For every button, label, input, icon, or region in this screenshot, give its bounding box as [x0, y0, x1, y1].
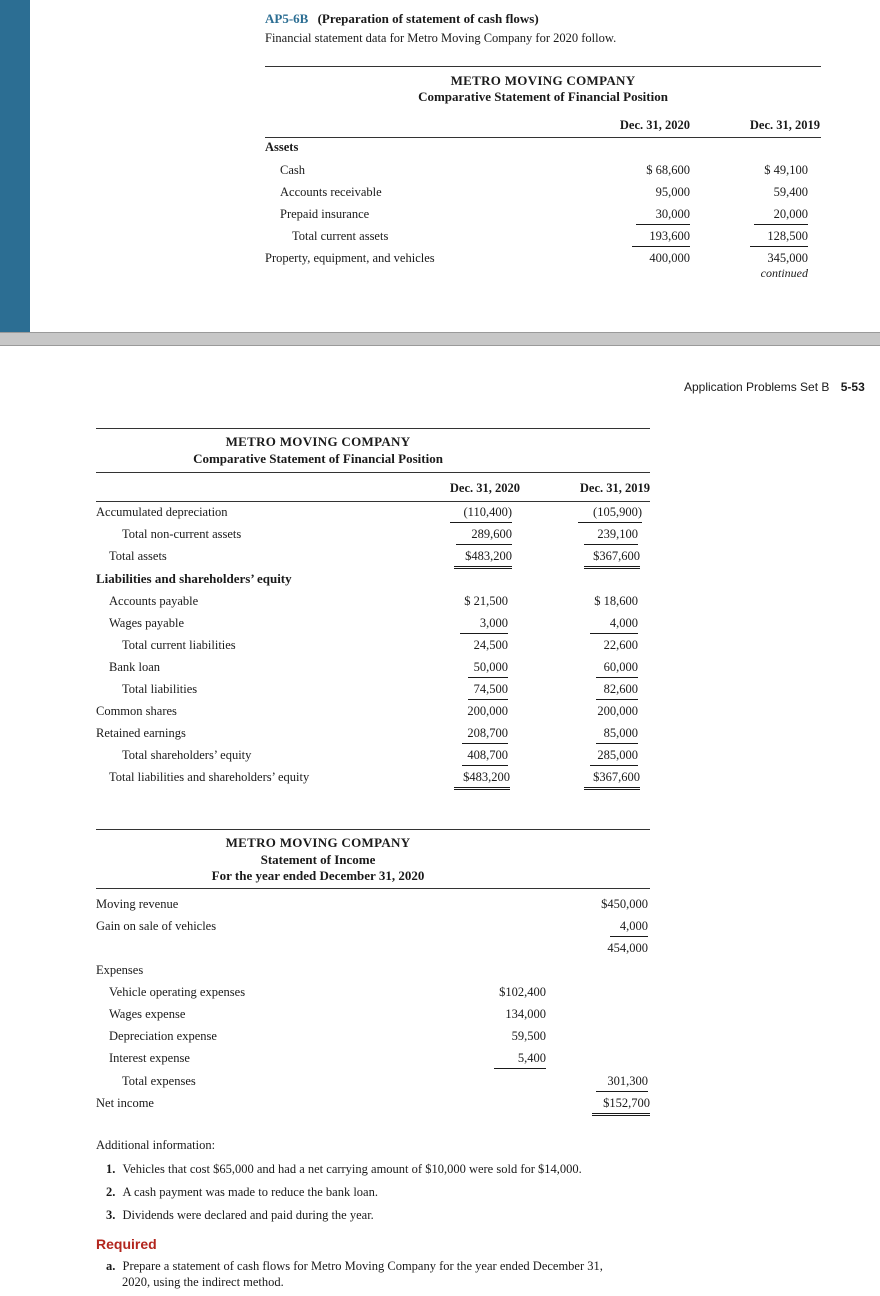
value-2020: 289,600 — [456, 527, 512, 545]
value-2020: 95,000 — [655, 185, 690, 199]
value-2020: 208,700 — [462, 726, 508, 744]
expense-label: Vehicle operating expenses — [109, 985, 246, 999]
row-label: Total current assets — [292, 229, 389, 243]
sfp-column-header-2019: Dec. 31, 2019 — [579, 481, 650, 495]
assets-heading: Assets — [265, 140, 299, 154]
additional-number: 2. — [106, 1185, 116, 1199]
company-name: METRO MOVING COMPANY — [450, 73, 636, 88]
value-2019: $367,600 — [584, 549, 640, 569]
row-label: Prepaid insurance — [280, 207, 370, 221]
row-label: Accounts payable — [109, 594, 199, 608]
additional-text: A cash payment was made to reduce the bank loan. — [122, 1185, 378, 1199]
value-2019: $ 49,100 — [764, 163, 808, 177]
value-2019: 59,400 — [773, 185, 808, 199]
problem-code: AP5-6B — [265, 11, 309, 26]
additional-number: 1. — [106, 1162, 116, 1176]
value-2019: 128,500 — [750, 229, 808, 247]
value-2019: 22,600 — [603, 638, 638, 652]
value-2020: (110,400) — [450, 505, 512, 523]
required-text-line2: 2020, using the indirect method. — [122, 1275, 284, 1289]
problem-title: (Preparation of statement of cash flows) — [317, 11, 539, 26]
additional-heading: Additional information: — [96, 1138, 216, 1152]
continued-note: continued — [760, 266, 808, 280]
page-two — [0, 347, 880, 1296]
value-2020: 24,500 — [473, 638, 508, 652]
value-2019: 82,600 — [596, 682, 638, 700]
sfp-statement-title: Comparative Statement of Financial Position — [193, 451, 443, 466]
value-2019: 60,000 — [596, 660, 638, 678]
row-label: Retained earnings — [96, 726, 186, 740]
page-divider — [0, 332, 880, 346]
expense-value: 5,400 — [494, 1051, 546, 1069]
value-2019: 345,000 — [767, 251, 808, 265]
income-statement-title: Statement of Income — [260, 852, 376, 867]
value-2020: 30,000 — [636, 207, 690, 225]
value-2020: 74,500 — [468, 682, 508, 700]
problem-heading — [265, 11, 539, 27]
value-2020: 400,000 — [649, 251, 690, 265]
sfp-top-rule — [96, 428, 650, 429]
value-2019: 85,000 — [596, 726, 638, 744]
income-period: For the year ended December 31, 2020 — [211, 868, 425, 883]
additional-item — [106, 1162, 582, 1177]
expense-value: 134,000 — [505, 1007, 546, 1021]
value-2020: $ 68,600 — [646, 163, 690, 177]
additional-item — [106, 1208, 374, 1223]
additional-text: Vehicles that cost $65,000 and had a net carrying amount of $10,000 were sold for $14,000. — [122, 1162, 582, 1176]
row-label: Accounts receivable — [280, 185, 382, 199]
top-rule — [265, 66, 821, 67]
row-label: Cash — [280, 163, 305, 177]
value-2019: 4,000 — [590, 616, 638, 634]
header-rule — [265, 137, 821, 138]
total-expenses-value: 301,300 — [596, 1074, 648, 1092]
additional-number: 3. — [106, 1208, 116, 1222]
net-income-value: $152,700 — [592, 1096, 650, 1116]
value-2020: 193,600 — [632, 229, 690, 247]
sfp-column-header-2020: Dec. 31, 2020 — [449, 481, 520, 495]
expense-value: 59,500 — [511, 1029, 546, 1043]
row-label: Common shares — [96, 704, 177, 718]
gain-label: Gain on sale of vehicles — [96, 919, 217, 933]
row-label: Total non-current assets — [122, 527, 242, 541]
expense-label: Depreciation expense — [109, 1029, 217, 1043]
row-label: Total current liabilities — [122, 638, 236, 652]
value-2020: $483,200 — [454, 770, 510, 790]
income-company-name: METRO MOVING COMPANY — [225, 835, 411, 850]
expenses-heading: Expenses — [96, 963, 144, 977]
value-2019: $367,600 — [584, 770, 640, 790]
running-header-title: Application Problems Set B — [684, 380, 830, 394]
row-label: Accumulated depreciation — [96, 505, 228, 519]
additional-text: Dividends were declared and paid during the year. — [122, 1208, 374, 1222]
value-2020: 3,000 — [460, 616, 508, 634]
net-income-label: Net income — [96, 1096, 154, 1110]
moving-revenue-value: $450,000 — [601, 897, 648, 911]
moving-revenue-label: Moving revenue — [96, 897, 179, 911]
sfp-company-name: METRO MOVING COMPANY — [225, 434, 411, 449]
value-2019: 239,100 — [584, 527, 638, 545]
value-2020: 50,000 — [468, 660, 508, 678]
required-heading: Required — [96, 1236, 157, 1252]
sfp-title-rule — [96, 472, 650, 473]
income-title-rule — [96, 888, 650, 889]
expense-value: $102,400 — [499, 985, 546, 999]
value-2020: 200,000 — [467, 704, 508, 718]
page-edge-bar — [0, 0, 30, 332]
column-header-2020: Dec. 31, 2020 — [619, 118, 690, 132]
page-number: 5-53 — [840, 380, 865, 394]
row-label: Total assets — [109, 549, 167, 563]
additional-item — [106, 1185, 378, 1200]
expense-label: Interest expense — [109, 1051, 190, 1065]
income-top-rule — [96, 829, 650, 830]
required-text-line1: Prepare a statement of cash flows for Metro Moving Company for the year ended December 31, — [122, 1259, 603, 1273]
running-header — [684, 380, 865, 394]
statement-title: Comparative Statement of Financial Position — [418, 89, 668, 104]
value-2019: 20,000 — [754, 207, 808, 225]
gain-value: 4,000 — [610, 919, 648, 937]
value-2020: 408,700 — [462, 748, 508, 766]
total-expenses-label: Total expenses — [122, 1074, 196, 1088]
column-header-2019: Dec. 31, 2019 — [749, 118, 820, 132]
row-label: Total shareholders’ equity — [122, 748, 252, 762]
value-2019: (105,900) — [578, 505, 642, 523]
value-2019: 200,000 — [597, 704, 638, 718]
value-2019: 285,000 — [590, 748, 638, 766]
liabilities-heading: Liabilities and shareholders’ equity — [96, 571, 292, 586]
value-2020: $ 21,500 — [464, 594, 508, 608]
problem-intro: Financial statement data for Metro Moving Company for 2020 follow. — [265, 31, 617, 45]
row-label: Bank loan — [109, 660, 161, 674]
row-label: Wages payable — [109, 616, 184, 630]
row-label: Total liabilities — [122, 682, 198, 696]
row-label: Property, equipment, and vehicles — [265, 251, 435, 265]
value-2019: $ 18,600 — [594, 594, 638, 608]
revenue-subtotal: 454,000 — [607, 941, 648, 955]
row-label: Total liabilities and shareholders’ equity — [109, 770, 310, 784]
required-item-a — [106, 1259, 603, 1274]
sfp-header-rule — [96, 501, 650, 502]
value-2020: $483,200 — [454, 549, 512, 569]
expense-label: Wages expense — [109, 1007, 186, 1021]
required-letter: a. — [106, 1259, 116, 1273]
page-one — [0, 0, 880, 332]
